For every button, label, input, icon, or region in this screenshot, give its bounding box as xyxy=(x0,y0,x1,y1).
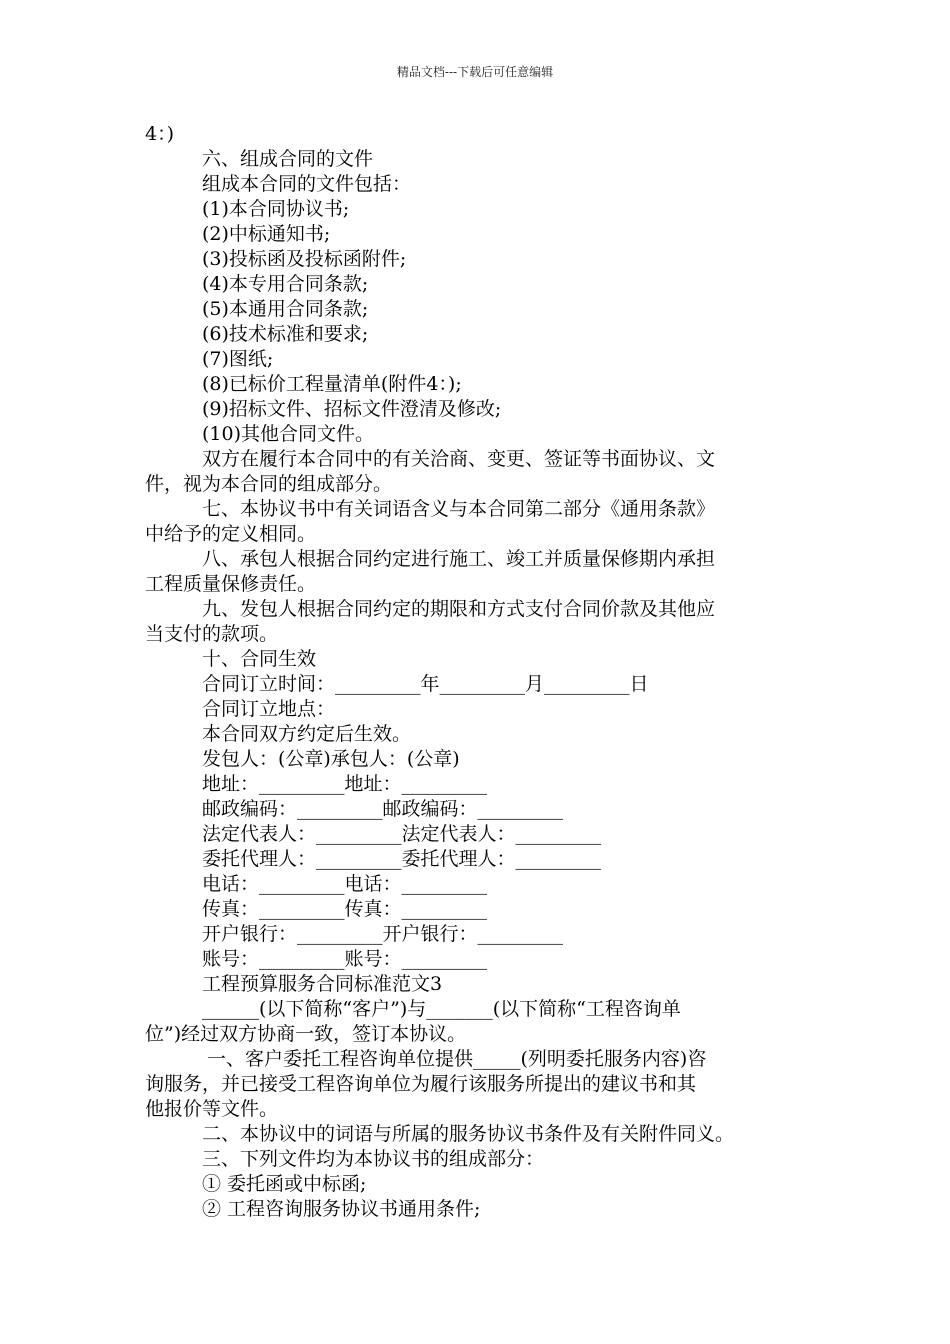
form-line: 合同订立地点： xyxy=(202,698,336,720)
list-item: (4)本专用合同条款; xyxy=(202,273,369,295)
form-line: 发包人：(公章)承包人：(公章) xyxy=(202,748,460,770)
paragraph-line: 一、客户委托工程咨询单位提供_____(列明委托服务内容)咨 xyxy=(207,1048,707,1070)
paragraph-line: 询服务，并已接受工程咨询单位为履行该服务所提出的建议书和其 xyxy=(145,1073,697,1095)
page-header: 精品文档---下载后可任意编辑 xyxy=(396,65,554,79)
document-title: 工程预算服务合同标准范文3 xyxy=(202,973,443,995)
paragraph-line: 二、本协议中的词语与所属的服务协议书条件及有关附件同义。 xyxy=(202,1123,735,1145)
list-item: (7)图纸; xyxy=(202,348,274,370)
form-line: 账号：_________账号：_________ xyxy=(202,948,488,970)
paragraph-line: 他报价等文件。 xyxy=(145,1098,279,1120)
paragraph-line: 工程质量保修责任。 xyxy=(145,573,317,595)
list-item: ② 工程咨询服务协议书通用条件; xyxy=(202,1198,481,1220)
form-line: 开户银行：_________开户银行：_________ xyxy=(202,923,564,945)
paragraph-line: 中给予的定义相同。 xyxy=(145,523,317,545)
form-line: 法定代表人：_________法定代表人：_________ xyxy=(202,823,602,845)
paragraph-line: ______(以下简称“客户”)与_______(以下简称“工程咨询单 xyxy=(202,998,681,1020)
text-line: 本合同双方约定后生效。 xyxy=(202,723,412,745)
paragraph-line: 件，视为本合同的组成部分。 xyxy=(145,473,393,495)
list-item: (3)投标函及投标函附件; xyxy=(202,248,407,270)
paragraph-line: 八、承包人根据合同约定进行施工、竣工并质量保修期内承担 xyxy=(202,548,716,570)
list-item: (6)技术标准和要求; xyxy=(202,323,369,345)
paragraph-line: 七、本协议书中有关词语含义与本合同第二部分《通用条款》 xyxy=(202,498,716,520)
list-item: (1)本合同协议书; xyxy=(202,198,350,220)
section-heading: 六、组成合同的文件 xyxy=(202,148,374,170)
section-heading: 十、合同生效 xyxy=(202,648,317,670)
form-line: 邮政编码：_________邮政编码：_________ xyxy=(202,798,564,820)
form-line: 电话：_________电话：_________ xyxy=(202,873,488,895)
form-line: 传真：_________传真：_________ xyxy=(202,898,488,920)
document-body xyxy=(145,122,813,1222)
form-line: 地址：_________地址：_________ xyxy=(202,773,488,795)
list-item: ① 委托函或中标函; xyxy=(202,1173,367,1195)
paragraph-line: 位”)经过双方协商一致，签订本协议。 xyxy=(145,1023,467,1045)
list-item: (5)本通用合同条款; xyxy=(202,298,369,320)
paragraph-line: 九、发包人根据合同约定的期限和方式支付合同价款及其他应 xyxy=(202,598,716,620)
list-item: (9)招标文件、招标文件澄清及修改; xyxy=(202,398,502,420)
list-item: (10)其他合同文件。 xyxy=(202,423,375,445)
text-line: 组成本合同的文件包括： xyxy=(202,173,412,195)
paragraph-line: 三、下列文件均为本协议书的组成部分： xyxy=(202,1148,545,1170)
text-line: 4：) xyxy=(145,123,175,145)
paragraph-line: 双方在履行本合同中的有关洽商、变更、签证等书面协议、文 xyxy=(202,448,716,470)
list-item: (8)已标价工程量清单(附件4：); xyxy=(202,373,462,395)
form-line: 委托代理人：_________委托代理人：_________ xyxy=(202,848,602,870)
list-item: (2)中标通知书; xyxy=(202,223,331,245)
paragraph-line: 当支付的款项。 xyxy=(145,623,279,645)
form-line: 合同订立时间：_________年_________月_________日 xyxy=(202,673,649,695)
